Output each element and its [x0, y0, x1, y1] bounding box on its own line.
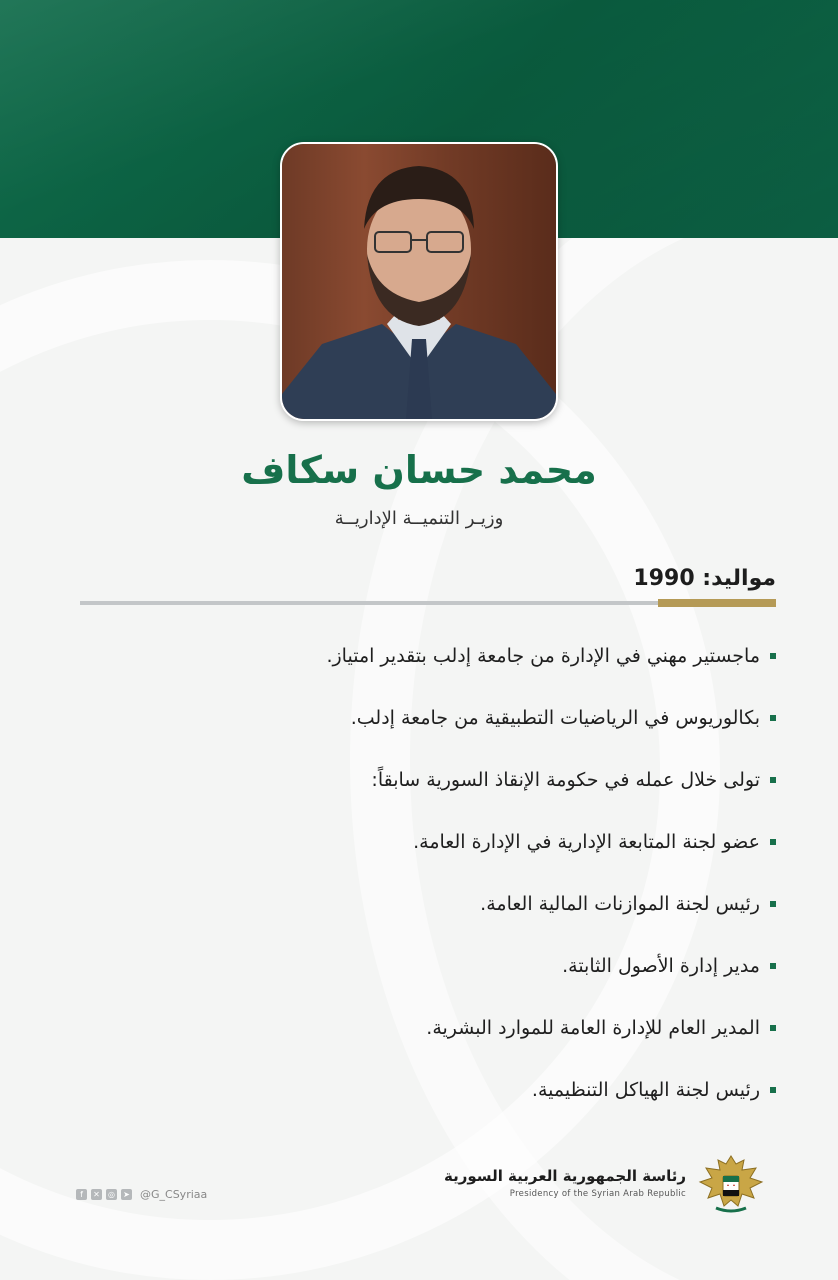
instagram-icon[interactable]: ◎: [106, 1189, 117, 1200]
social-handle[interactable]: @G_CSyriaa: [140, 1188, 208, 1201]
social-bar: [76, 1188, 207, 1201]
list-item: تولى خلال عمله في حكومة الإنقاذ السورية سابقاً:: [76, 749, 776, 811]
bullet-icon: [770, 653, 776, 659]
bullet-icon: [770, 715, 776, 721]
list-item: المدير العام للإدارة العامة للموارد البشرية.: [76, 997, 776, 1059]
divider-line: [80, 601, 660, 605]
list-item: ماجستير مهني في الإدارة من جامعة إدلب بتقدير امتياز.: [76, 625, 776, 687]
facebook-icon[interactable]: f: [76, 1189, 87, 1200]
bullet-icon: [770, 1025, 776, 1031]
x-icon[interactable]: ✕: [91, 1189, 102, 1200]
birth-year: مواليد: 1990: [633, 566, 776, 591]
bullet-icon: [770, 963, 776, 969]
list-item: بكالوريوس في الرياضيات التطبيقية من جامعة إدلب.: [76, 687, 776, 749]
presidency-english: Presidency of the Syrian Arab Republic: [509, 1189, 686, 1199]
portrait-photo: [280, 142, 558, 421]
bullet-icon: [770, 777, 776, 783]
telegram-icon[interactable]: ➤: [121, 1189, 132, 1200]
list-item: عضو لجنة المتابعة الإدارية في الإدارة العامة.: [76, 811, 776, 873]
eagle-emblem-icon: [696, 1150, 766, 1216]
person-name: محمد حسان سكاف: [241, 448, 597, 492]
list-item: رئيس لجنة الموازنات المالية العامة.: [76, 873, 776, 935]
presidency-brand: [444, 1150, 766, 1216]
bullet-icon: [770, 1087, 776, 1093]
bullet-icon: [770, 901, 776, 907]
list-item: رئيس لجنة الهياكل التنظيمية.: [76, 1059, 776, 1121]
bullet-icon: [770, 839, 776, 845]
person-title: وزيـر التنميــة الإداريــة: [334, 508, 504, 529]
divider-accent: [658, 599, 776, 607]
list-item: مدير إدارة الأصول الثابتة.: [76, 935, 776, 997]
presidency-arabic: رئاسة الجمهورية العربية السورية: [444, 1167, 686, 1185]
bio-list: [76, 625, 776, 1121]
